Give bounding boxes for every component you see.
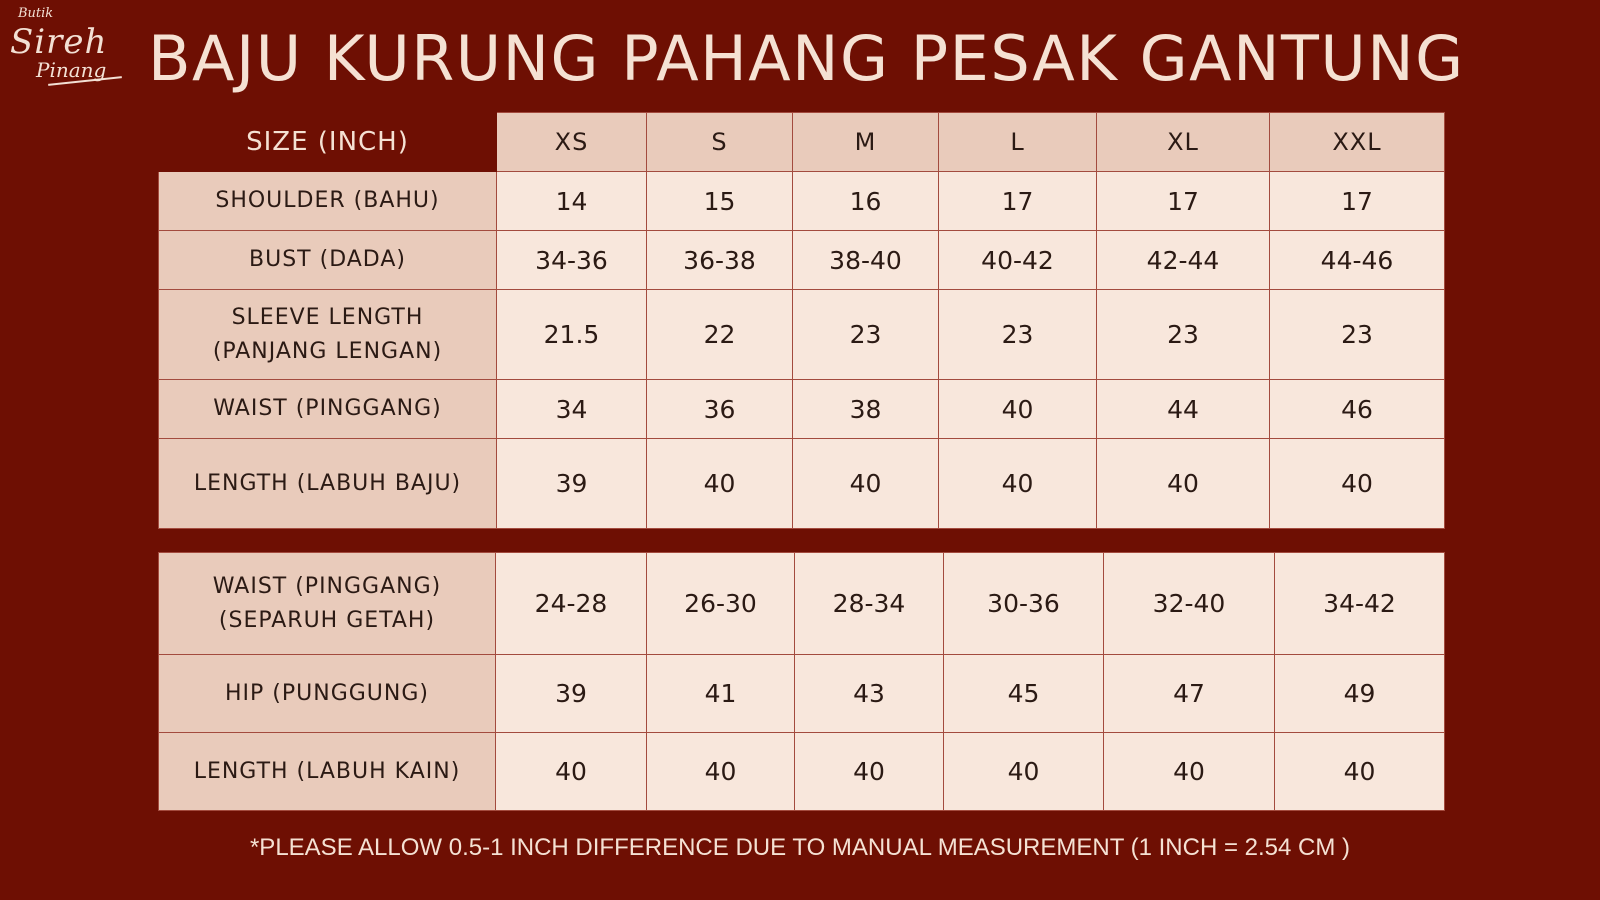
cell-value: 44-46 bbox=[1270, 231, 1445, 290]
size-header-row bbox=[159, 113, 1445, 172]
cell-value: 40 bbox=[1097, 439, 1270, 529]
cell-value: 15 bbox=[647, 172, 793, 231]
row-label: BUST (DADA) bbox=[159, 231, 497, 290]
table-row bbox=[159, 553, 1445, 655]
brand-logo bbox=[10, 6, 120, 86]
cell-value: 39 bbox=[497, 439, 647, 529]
row-label: WAIST (PINGGANG) (SEPARUH GETAH) bbox=[159, 553, 496, 655]
cell-value: 40 bbox=[1104, 733, 1275, 811]
cell-value: 40 bbox=[793, 439, 939, 529]
cell-value: 40 bbox=[795, 733, 944, 811]
cell-value: 14 bbox=[497, 172, 647, 231]
cell-value: 32-40 bbox=[1104, 553, 1275, 655]
size-xxl: XXL bbox=[1270, 113, 1445, 172]
cell-value: 34-42 bbox=[1275, 553, 1445, 655]
table-row bbox=[159, 231, 1445, 290]
row-label: HIP (PUNGGUNG) bbox=[159, 655, 496, 733]
cell-value: 40-42 bbox=[939, 231, 1097, 290]
cell-value: 39 bbox=[496, 655, 647, 733]
cell-value: 34-36 bbox=[497, 231, 647, 290]
cell-value: 44 bbox=[1097, 380, 1270, 439]
cell-value: 23 bbox=[1270, 290, 1445, 380]
table-row bbox=[159, 733, 1445, 811]
cell-value: 21.5 bbox=[497, 290, 647, 380]
bottom-size-table bbox=[158, 552, 1445, 811]
cell-value: 38-40 bbox=[793, 231, 939, 290]
row-label: WAIST (PINGGANG) bbox=[159, 380, 497, 439]
cell-value: 47 bbox=[1104, 655, 1275, 733]
cell-value: 40 bbox=[647, 733, 795, 811]
cell-value: 34 bbox=[497, 380, 647, 439]
measurement-note: *PLEASE ALLOW 0.5-1 INCH DIFFERENCE DUE TO MANUAL MEASUREMENT (1 INCH = 2.54 CM ) bbox=[249, 834, 1351, 861]
cell-value: 40 bbox=[939, 380, 1097, 439]
size-m: M bbox=[793, 113, 939, 172]
cell-value: 42-44 bbox=[1097, 231, 1270, 290]
table-row bbox=[159, 439, 1445, 529]
cell-value: 40 bbox=[944, 733, 1104, 811]
cell-value: 16 bbox=[793, 172, 939, 231]
logo-sireh: Sireh bbox=[10, 22, 108, 62]
cell-value: 22 bbox=[647, 290, 793, 380]
cell-value: 23 bbox=[939, 290, 1097, 380]
cell-value: 40 bbox=[939, 439, 1097, 529]
size-l: L bbox=[939, 113, 1097, 172]
size-xl: XL bbox=[1097, 113, 1270, 172]
cell-value: 40 bbox=[496, 733, 647, 811]
row-label: LENGTH (LABUH BAJU) bbox=[159, 439, 497, 529]
cell-value: 30-36 bbox=[944, 553, 1104, 655]
cell-value: 36-38 bbox=[647, 231, 793, 290]
size-s: S bbox=[647, 113, 793, 172]
cell-value: 23 bbox=[1097, 290, 1270, 380]
cell-value: 24-28 bbox=[496, 553, 647, 655]
cell-value: 28-34 bbox=[795, 553, 944, 655]
size-xs: XS bbox=[497, 113, 647, 172]
cell-value: 38 bbox=[793, 380, 939, 439]
cell-value: 41 bbox=[647, 655, 795, 733]
cell-value: 45 bbox=[944, 655, 1104, 733]
logo-butik: Butik bbox=[18, 6, 54, 21]
table-row bbox=[159, 290, 1445, 380]
logo-pinang: Pinang bbox=[36, 58, 107, 82]
table-row bbox=[159, 655, 1445, 733]
row-label: LENGTH (LABUH KAIN) bbox=[159, 733, 496, 811]
cell-value: 40 bbox=[647, 439, 793, 529]
table-row bbox=[159, 380, 1445, 439]
cell-value: 26-30 bbox=[647, 553, 795, 655]
table-row bbox=[159, 172, 1445, 231]
cell-value: 46 bbox=[1270, 380, 1445, 439]
cell-value: 17 bbox=[939, 172, 1097, 231]
cell-value: 40 bbox=[1270, 439, 1445, 529]
cell-value: 17 bbox=[1097, 172, 1270, 231]
page-title: BAJU KURUNG PAHANG PESAK GANTUNG bbox=[148, 22, 1465, 95]
size-header-label: SIZE (INCH) bbox=[159, 113, 497, 172]
cell-value: 23 bbox=[793, 290, 939, 380]
top-size-table bbox=[158, 112, 1445, 529]
cell-value: 36 bbox=[647, 380, 793, 439]
row-label: SHOULDER (BAHU) bbox=[159, 172, 497, 231]
cell-value: 43 bbox=[795, 655, 944, 733]
cell-value: 49 bbox=[1275, 655, 1445, 733]
row-label: SLEEVE LENGTH (PANJANG LENGAN) bbox=[159, 290, 497, 380]
cell-value: 40 bbox=[1275, 733, 1445, 811]
cell-value: 17 bbox=[1270, 172, 1445, 231]
